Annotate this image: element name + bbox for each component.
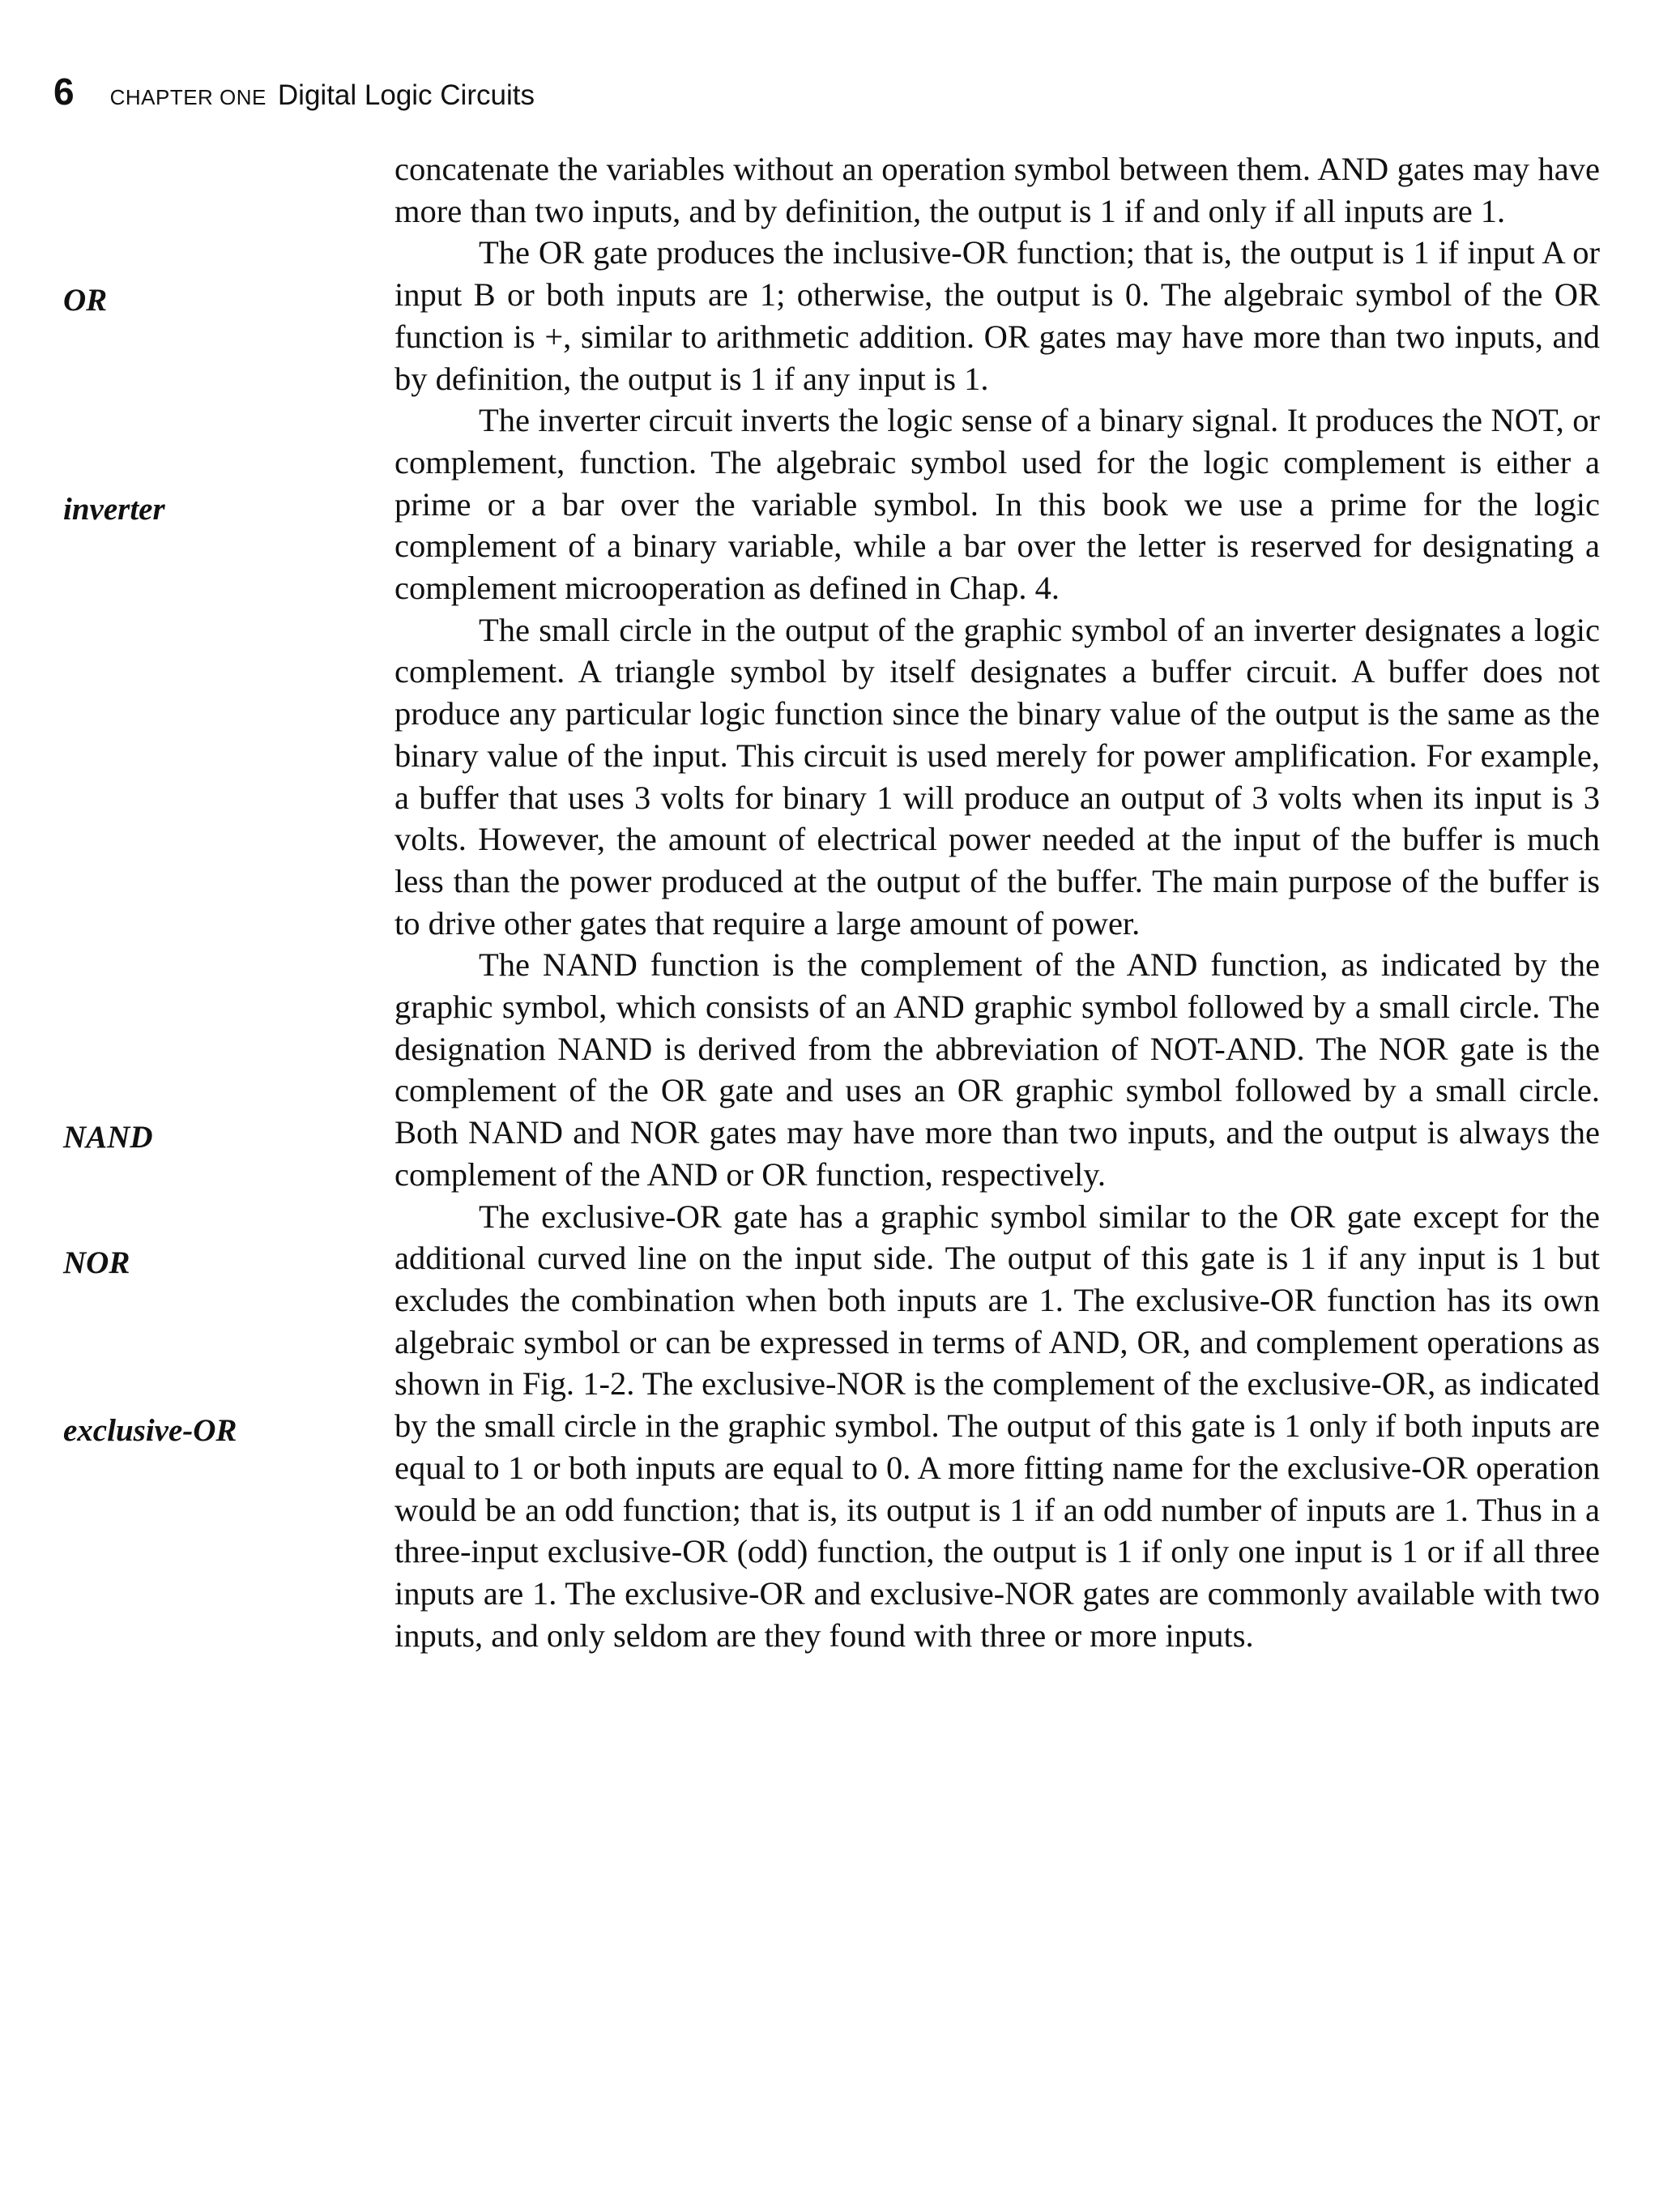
paragraph-and-continued: concatenate the variables without an operation symbol between them. AND gates may have more than two inputs, and by definition, the output is 1 if and only if all inputs are 1. xyxy=(394,151,1600,229)
paragraph-buffer: The small circle in the output of the graphic symbol of an inverter designates a logic complement. A triangle symbol by itself designates a buffer circuit. A buffer does not produce any particular logic function since the binary value of the output is the same as the binary value of the input. This circuit is used merely for power amplification. For example, a buffer that uses 3 volts for binary 1 will produce an output of 3 volts when its input is 3 volts. However, the amount of electrical power needed at the input of the buffer is much less than the power produced at the output of the buffer. The main purpose of the buffer is to drive other gates that require a large amount of power. xyxy=(394,611,1600,942)
margin-term-exclusive-or: exclusive-OR xyxy=(63,1413,237,1448)
chapter-title: Digital Logic Circuits xyxy=(277,79,535,111)
running-header xyxy=(53,70,535,118)
paragraph-or: The OR gate produces the inclusive-OR function; that is, the output is 1 if input A or input B or both inputs are 1; otherwise, the output is 0. The algebraic symbol of the OR function is +, similar to arithmetic addition. OR gates may have more than two inputs, and by definition, the output is 1 if any input is 1. xyxy=(394,234,1600,397)
margin-term-nand: NAND xyxy=(63,1120,153,1155)
margin-term-nor: NOR xyxy=(63,1245,130,1280)
chapter-label: CHAPTER ONE xyxy=(109,85,267,109)
body-text xyxy=(394,148,1600,1656)
paragraph-nand-nor: The NAND function is the complement of the AND function, as indicated by the graphic symbol, which consists of an AND graphic symbol followed by a small circle. The designation NAND is derived from the abbreviation of NOT-AND. The NOR gate is the complement of the OR gate and uses an OR graphic symbol followed by a small circle. Both NAND and NOR gates may have more than two inputs, and the output is always the complement of the AND or OR function, respectively. xyxy=(394,946,1600,1193)
page-number: 6 xyxy=(53,70,75,113)
margin-term-inverter: inverter xyxy=(63,492,165,527)
paragraph-inverter: The inverter circuit inverts the logic sense of a binary signal. It produces the NOT, or complement, function. The algebraic symbol used for the logic complement is either a prime or a bar over the variable symbol. In this book we use a prime for the logic complement of a binary variable, while a bar over the letter is reserved for designating a complement microoperation as defined in Chap. 4. xyxy=(394,402,1600,607)
margin-term-or: OR xyxy=(63,283,108,318)
paragraph-exclusive-or: The exclusive-OR gate has a graphic symbol similar to the OR gate except for the additional curved line on the input side. The output of this gate is 1 if any input is 1 but excludes the combination when both inputs are 1. The exclusive-OR function has its own algebraic symbol or can be expressed in terms of AND, OR, and complement operations as shown in Fig. 1-2. The exclusive-NOR is the complement of the exclusive-OR, as indicated by the small circle in the graphic symbol. The output of this gate is 1 only if both inputs are equal to 1 or both inputs are equal to 0. A more fitting name for the exclusive-OR operation would be an odd function; that is, its output is 1 if an odd number of inputs are 1. Thus in a three-input exclusive-OR (odd) function, the output is 1 if only one input is 1 or if all three inputs are 1. The exclusive-OR and exclusive-NOR gates are commonly available with two inputs, and only seldom are they found with three or more inputs. xyxy=(394,1198,1600,1654)
